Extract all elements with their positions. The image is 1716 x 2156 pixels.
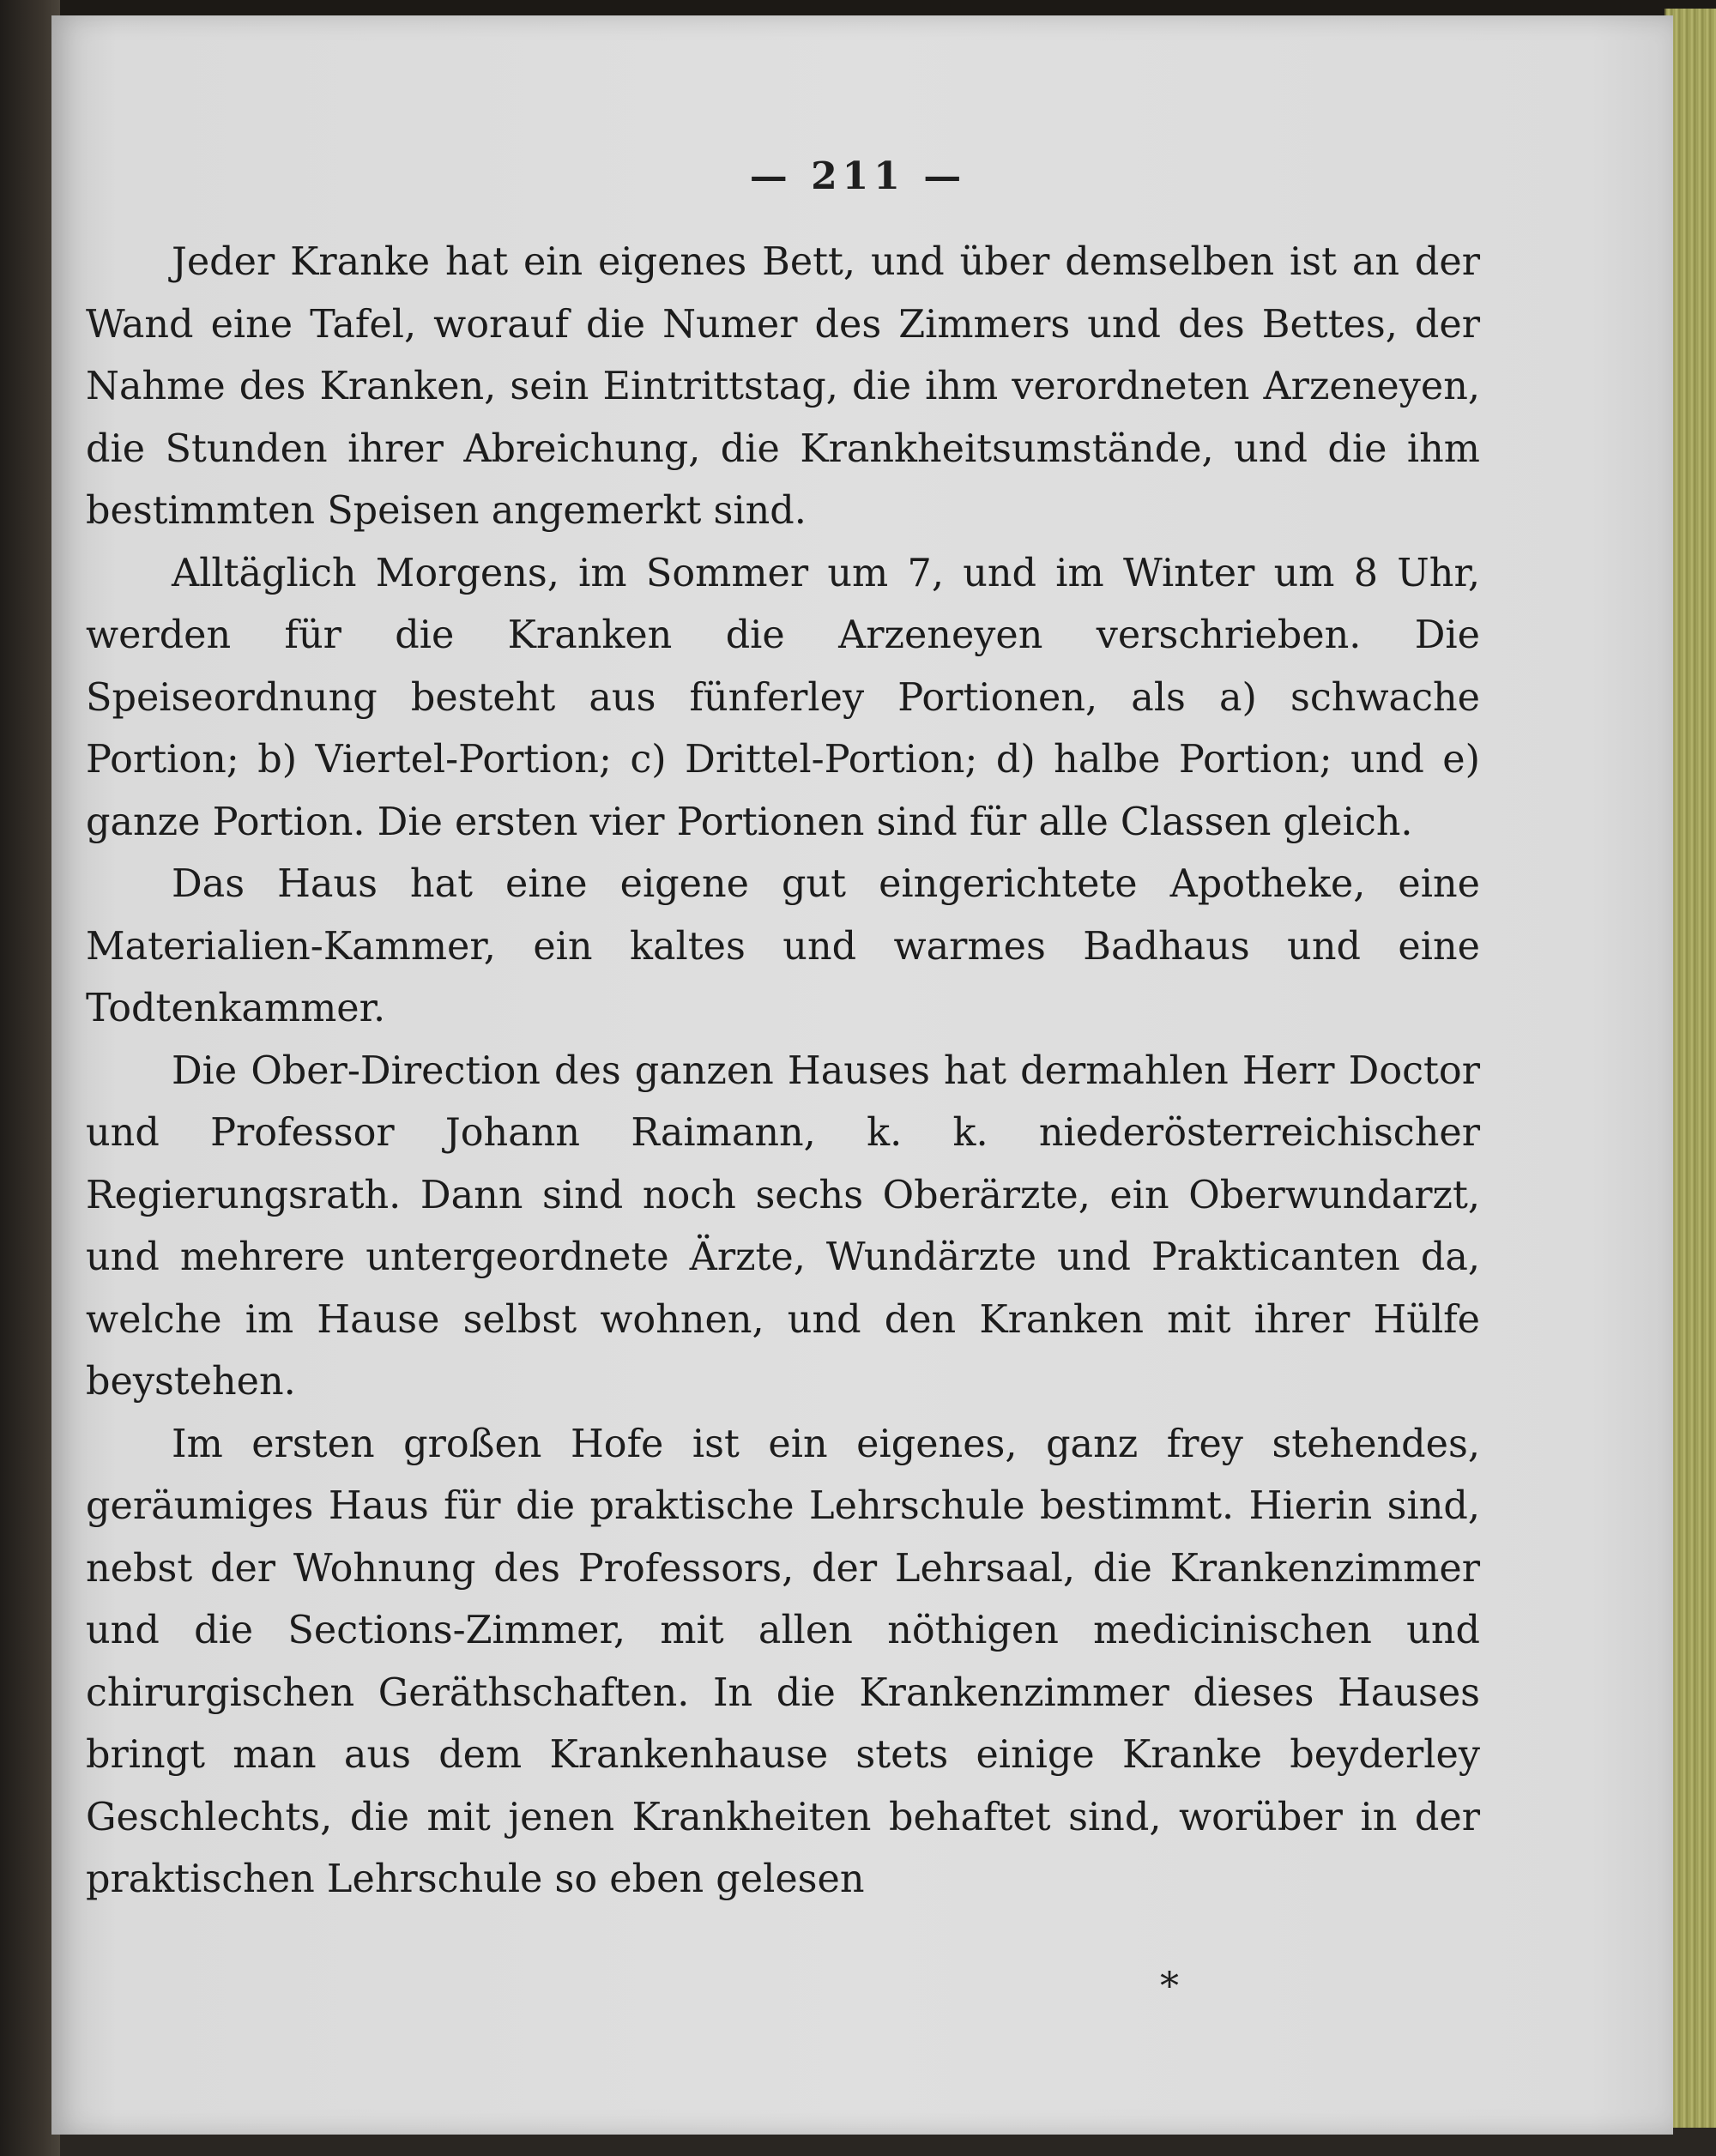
paragraph-3: Das Haus hat eine eigene gut eingerichtete Apotheke, eine Materialien-Kammer, ein kaltes und warmes Badhaus und eine Todtenkammer. [86,862,1480,1030]
paragraph-1: Jeder Kranke hat ein eigenes Bett, und über demselben ist an der Wand eine Tafel, worauf die Numer des Zimmers und des Bettes, der Nahme des Kranken, sein Eintrittstag, die ihm verordneten Arzeneyen, die Stunden ihrer Abreichung, die Krankheitsumstände, und die ihm bestimmten Speisen angemerkt sind. [86,240,1480,533]
paragraph-5: Im ersten großen Hofe ist ein eigenes, ganz frey stehendes, geräumiges Haus für die praktische Lehrschule bestimmt. Hierin sind, nebst der Wohnung des Professors, der Lehrsaal, die Krankenzimmer und die Sections-Zimmer, mit allen nöthigen medicinischen und chirurgischen Geräthschaften. In die Krankenzimmer dieses Hauses bringt man aus dem Krankenhause stets einige Kranke beyderley Geschlechts, die mit jenen Krankheiten behaftet sind, worüber in der praktischen Lehrschule so eben gelesen [86,1422,1480,1901]
paragraph-4: Die Ober-Direction des ganzen Hauses hat dermahlen Herr Doctor und Professor Johann Raimann, k. k. niederösterreichischer Regierungsrath. Dann sind noch sechs Oberärzte, ein Oberwundarzt, und mehrere untergeordnete Ärzte, Wundärzte und Prakticanten da, welche im Hause selbst wohnen, und den Kranken mit ihrer Hülfe beystehen. [86,1048,1480,1404]
body-text [86,232,1480,1911]
page-number: — 211 — [749,154,967,198]
paragraph-2: Alltäglich Morgens, im Sommer um 7, und im Winter um 8 Uhr, werden für die Kranken die Arzeneyen verschrieben. Die Speiseordnung besteht aus fünferley Portionen, als a) schwache Portion; b) Viertel-Portion; c) Drittel-Portion; d) halbe Portion; und e) ganze Portion. Die ersten vier Portionen sind für alle Classen gleich. [86,551,1480,844]
signature-mark: * [1160,1965,1179,2008]
